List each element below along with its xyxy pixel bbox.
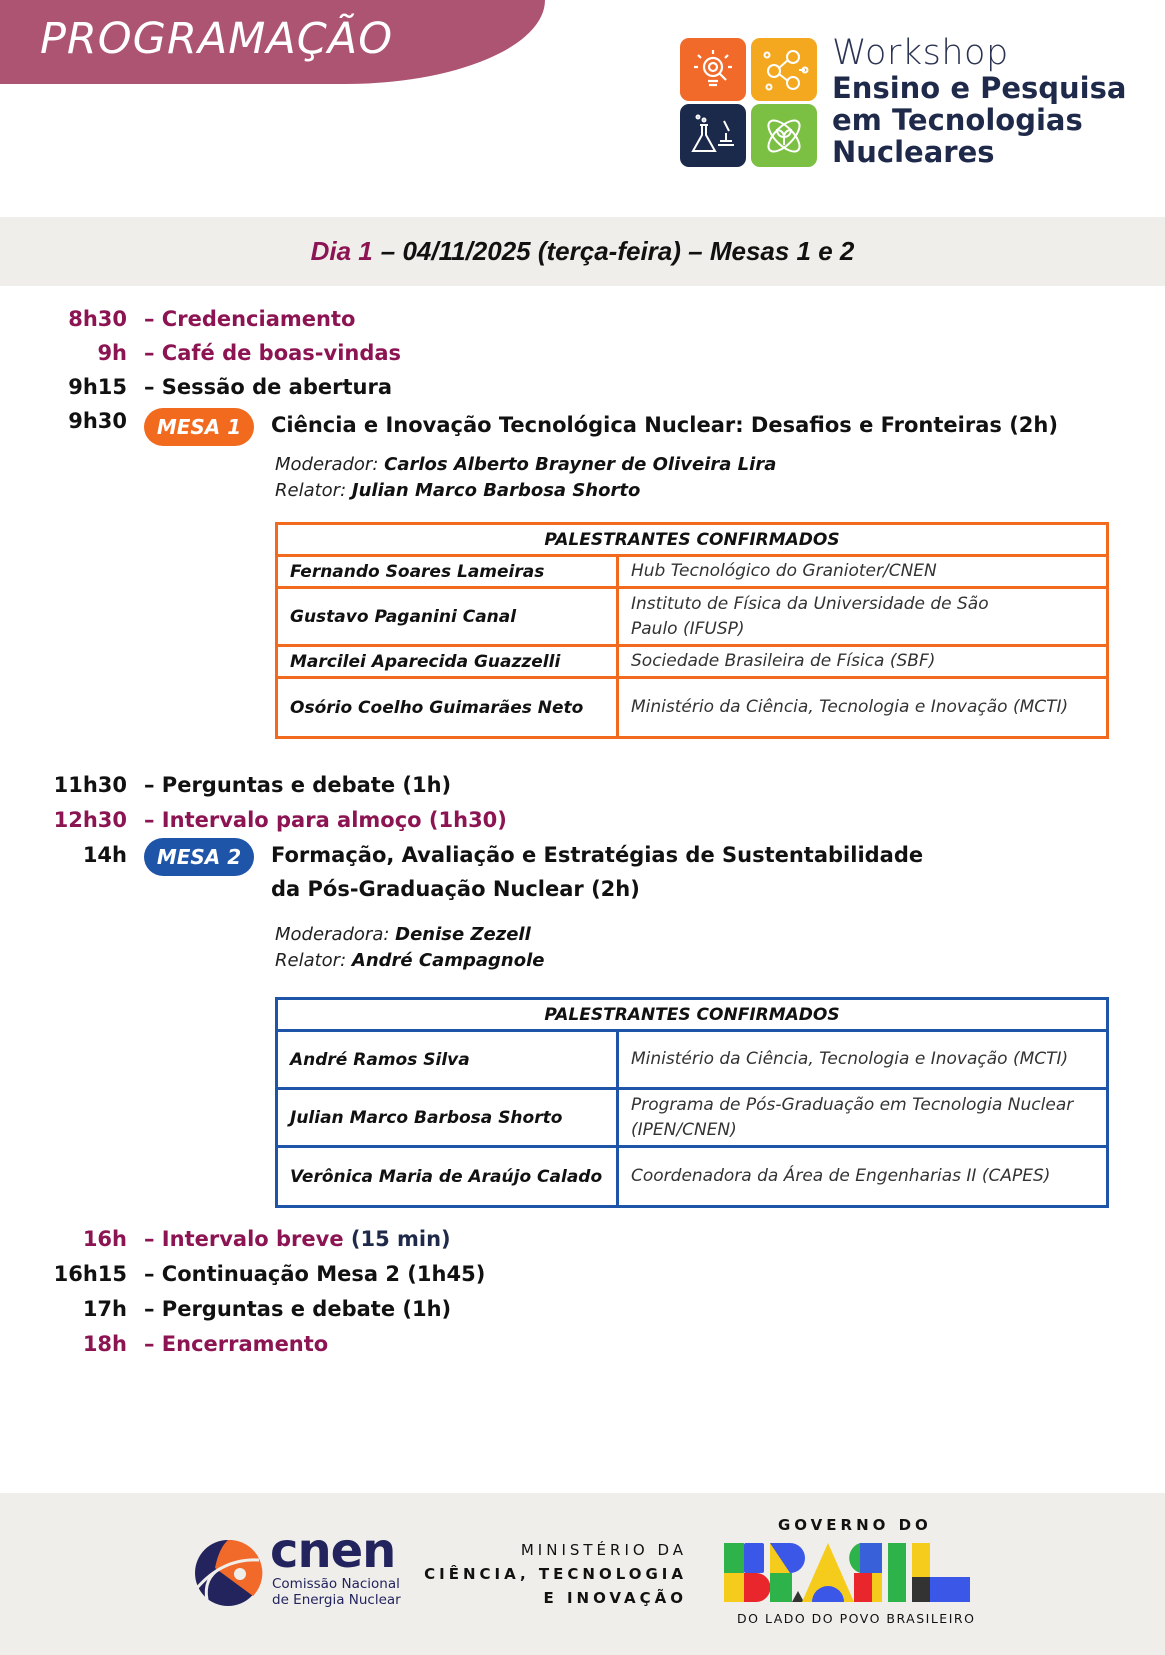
workshop-line-4: Nucleares (832, 135, 995, 169)
cnen-atom-icon (193, 1538, 263, 1608)
mesa1-time: 9h30 (68, 409, 127, 433)
speaker-institution: Hub Tecnológico do Granioter/CNEN (618, 556, 1108, 588)
mesa2-title (271, 838, 923, 906)
speaker-institution: Sociedade Brasileira de Física (SBF) (618, 646, 1108, 678)
schedule-item (0, 1262, 1165, 1294)
cnen-sub-line1: Comissão Nacional (272, 1576, 400, 1592)
mesa2-speakers-table (275, 997, 1109, 1208)
schedule-desc: – Perguntas e debate (1h) (144, 1297, 452, 1321)
speaker-name: Osório Coelho Guimarães Neto (277, 678, 618, 738)
workshop-title (832, 34, 1126, 168)
table-row (277, 588, 1108, 646)
schedule-time: 9h15 (68, 375, 127, 399)
day-date: – 04/11/2025 (terça-feira) – Mesas 1 e 2 (380, 236, 855, 266)
atom-leaf-icon (751, 104, 817, 167)
table-row (277, 556, 1108, 588)
gov-slogan: DO LADO DO POVO BRASILEIRO (737, 1611, 976, 1626)
table-header: PALESTRANTES CONFIRMADOS (277, 999, 1108, 1031)
mesa1-speakers-table (275, 522, 1109, 739)
gov-top-text: GOVERNO DO (778, 1516, 932, 1534)
mesa1-badge: MESA 1 (144, 408, 254, 446)
speaker-name: Gustavo Paganini Canal (277, 588, 618, 646)
schedule-desc-main: – Intervalo breve (144, 1227, 344, 1251)
mcti-line2: CIÊNCIA, TECNOLOGIA (424, 1565, 687, 1583)
schedule-item (0, 808, 1165, 840)
schedule-time: 17h (82, 1297, 127, 1321)
workshop-logo (680, 38, 820, 168)
cnen-sub-line2: de Energia Nuclear (272, 1592, 401, 1608)
mesa2-title-line1: Formação, Avaliação e Estratégias de Sustentabilidade (271, 843, 924, 867)
table-header: PALESTRANTES CONFIRMADOS (277, 524, 1108, 556)
lightbulb-gear-icon (680, 38, 746, 101)
schedule-desc: – Intervalo para almoço (1h30) (144, 808, 507, 832)
banner-title: PROGRAMAÇÃO (40, 14, 394, 64)
workshop-word: Workshop (832, 33, 1009, 73)
speaker-name: Marcilei Aparecida Guazzelli (277, 646, 618, 678)
speaker-name: André Ramos Silva (277, 1031, 618, 1089)
network-people-icon (751, 38, 817, 101)
schedule-item (0, 341, 1165, 373)
mesa2-moderator (275, 922, 544, 948)
cnen-wordmark: cnen (270, 1523, 396, 1579)
mesa1-moderator (275, 452, 776, 478)
moderator-name: Carlos Alberto Brayner de Oliveira Lira (384, 454, 777, 475)
table-row (277, 646, 1108, 678)
cnen-subtitle (272, 1576, 401, 1608)
header-banner (0, 0, 545, 84)
schedule-desc: – Perguntas e debate (1h) (144, 773, 452, 797)
mcti-line3: E INOVAÇÃO (543, 1589, 687, 1607)
mesa1-roles (275, 452, 776, 504)
schedule-item (0, 773, 1165, 805)
mesa1-title: Ciência e Inovação Tecnológica Nuclear: Desafios e Fronteiras (2h) (271, 413, 1058, 437)
moderator-label: Moderadora: (275, 924, 390, 945)
table-row (277, 1089, 1108, 1147)
mesa1-rapporteur (275, 478, 776, 504)
schedule-desc (144, 1227, 451, 1251)
mesa2-roles (275, 922, 544, 974)
schedule-time: 16h (82, 1227, 127, 1251)
schedule-time: 9h (97, 341, 127, 365)
moderator-name: Denise Zezell (395, 924, 531, 945)
workshop-line-2: Ensino e Pesquisa (832, 71, 1127, 105)
schedule-desc-duration: (15 min) (350, 1227, 451, 1251)
mcti-line1: MINISTÉRIO DA (520, 1541, 687, 1559)
schedule-time: 18h (82, 1332, 127, 1356)
rapporteur-label: Relator: (275, 480, 347, 501)
speaker-name: Fernando Soares Lameiras (277, 556, 618, 588)
workshop-line-3: em Tecnologias (832, 103, 1083, 137)
schedule-item (0, 1227, 1165, 1259)
rapporteur-name: Julian Marco Barbosa Shorto (351, 480, 641, 501)
schedule-desc: – Café de boas-vindas (144, 341, 402, 365)
schedule-time: 16h15 (53, 1262, 127, 1286)
schedule-time: 12h30 (53, 808, 127, 832)
schedule-item (0, 307, 1165, 339)
schedule-item (0, 1297, 1165, 1329)
schedule-item (0, 375, 1165, 407)
speaker-name: Julian Marco Barbosa Shorto (277, 1089, 618, 1147)
schedule-time: 11h30 (53, 773, 127, 797)
schedule-item (0, 1332, 1165, 1364)
schedule-desc: – Credenciamento (144, 307, 356, 331)
schedule-time: 8h30 (68, 307, 127, 331)
speaker-institution: Programa de Pós-Graduação em Tecnologia Nuclear (IPEN/CNEN) (618, 1089, 1108, 1147)
mesa2-badge: MESA 2 (144, 838, 254, 876)
day-heading (0, 217, 1165, 286)
mesa2-title-line2: da Pós-Graduação Nuclear (2h) (271, 877, 640, 901)
speaker-institution: Coordenadora da Área de Engenharias II (CAPES) (618, 1147, 1108, 1207)
speaker-institution: Instituto de Física da Universidade de São Paulo (IFUSP) (618, 588, 1108, 646)
speaker-name: Verônica Maria de Araújo Calado (277, 1147, 618, 1207)
day-label: Dia 1 (310, 236, 373, 266)
moderator-label: Moderador: (275, 454, 379, 475)
flask-microscope-icon (680, 104, 746, 167)
brasil-logo (724, 1543, 970, 1602)
rapporteur-label: Relator: (275, 950, 347, 971)
schedule-desc: – Continuação Mesa 2 (1h45) (144, 1262, 486, 1286)
speaker-institution: Ministério da Ciência, Tecnologia e Inovação (MCTI) (618, 1031, 1108, 1089)
rapporteur-name: André Campagnole (351, 950, 545, 971)
table-row (277, 1031, 1108, 1089)
schedule-desc: – Sessão de abertura (144, 375, 392, 399)
table-row (277, 678, 1108, 738)
mesa2-rapporteur (275, 948, 544, 974)
table-row (277, 1147, 1108, 1207)
schedule-desc: – Encerramento (144, 1332, 329, 1356)
mcti-logo (424, 1538, 687, 1610)
speaker-institution: Ministério da Ciência, Tecnologia e Inovação (MCTI) (618, 678, 1108, 738)
mesa2-time: 14h (82, 843, 127, 867)
